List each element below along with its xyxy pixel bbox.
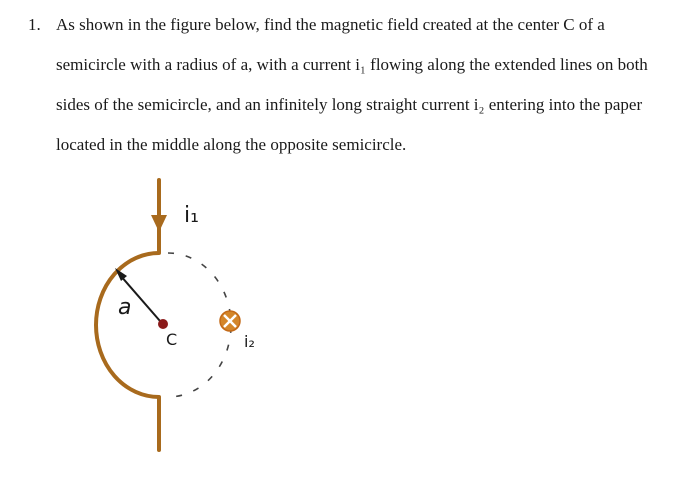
problem-number: 1.: [28, 15, 41, 34]
problem-text-line: semicircle with a radius of a, with a current i₁ flowing along the extended lines on both: [56, 55, 648, 74]
label-c: C: [166, 330, 178, 349]
label-i2: i₂: [244, 332, 255, 351]
problem-text-line: sides of the semicircle, and an infinitely long straight current i₂ entering into the paper: [56, 95, 643, 114]
label-a: a: [118, 295, 132, 320]
semicircle-arc: [96, 253, 159, 397]
problem-text-line: As shown in the figure below, find the magnetic field created at the center C of a: [56, 15, 605, 34]
problem-text-line: located in the middle along the opposite semicircle.: [56, 135, 407, 154]
center-point: [158, 319, 168, 329]
label-i1: i₁: [184, 203, 199, 228]
current-arrow-icon: [151, 215, 167, 232]
